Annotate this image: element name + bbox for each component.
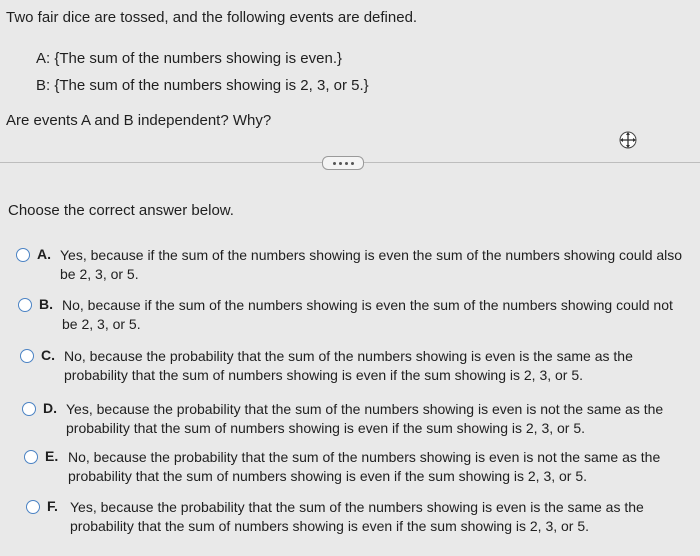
option-b[interactable] (18, 296, 686, 334)
option-letter: E. (45, 448, 59, 464)
move-icon[interactable] (619, 131, 637, 149)
question-ask: Are events A and B independent? Why? (6, 112, 272, 129)
radio-button[interactable] (24, 450, 38, 464)
option-letter: A. (37, 246, 51, 262)
answer-prompt: Choose the correct answer below. (8, 202, 234, 219)
question-intro: Two fair dice are tossed, and the following events are defined. (6, 9, 418, 26)
option-letter: B. (39, 296, 53, 312)
radio-button[interactable] (20, 349, 34, 363)
option-letter: F. (47, 498, 58, 514)
option-text: Yes, because the probability that the sum of the numbers showing is even is the same as the probability that the sum of numbers showing is even if the sum showing is 2, 3, or 5. (70, 499, 644, 534)
radio-button[interactable] (22, 402, 36, 416)
option-text: No, because the probability that the sum of the numbers showing is even is the same as the probability that the sum of numbers showing is even if the sum showing is 2, 3, or 5. (64, 348, 633, 383)
event-b: B: {The sum of the numbers showing is 2, 3, or 5.} (36, 77, 369, 94)
option-text: Yes, because if the sum of the numbers showing is even the sum of the numbers showing could also be 2, 3, or 5. (60, 247, 683, 282)
radio-button[interactable] (16, 248, 30, 262)
ellipsis-icon (333, 162, 336, 165)
option-letter: C. (41, 347, 55, 363)
event-definitions (36, 45, 369, 99)
option-c[interactable] (20, 347, 680, 385)
radio-button[interactable] (18, 298, 32, 312)
option-e[interactable] (24, 448, 688, 486)
radio-button[interactable] (26, 500, 40, 514)
option-a[interactable] (16, 246, 688, 284)
expand-button[interactable] (322, 156, 364, 170)
option-d[interactable] (22, 400, 686, 438)
option-text: No, because the probability that the sum of the numbers showing is even is not the same as the probability that the sum of numbers showing is even if the sum showing is 2, 3, or 5. (68, 449, 661, 484)
option-text: Yes, because the probability that the sum of the numbers showing is even is not the same as the probability that the sum of numbers showing is even if the sum showing is 2, 3, or 5. (66, 401, 664, 436)
option-text: No, because if the sum of the numbers showing is even the sum of the numbers showing could not be 2, 3, or 5. (62, 297, 673, 332)
option-letter: D. (43, 400, 57, 416)
event-a: A: {The sum of the numbers showing is even.} (36, 50, 342, 67)
option-f[interactable] (26, 498, 686, 536)
